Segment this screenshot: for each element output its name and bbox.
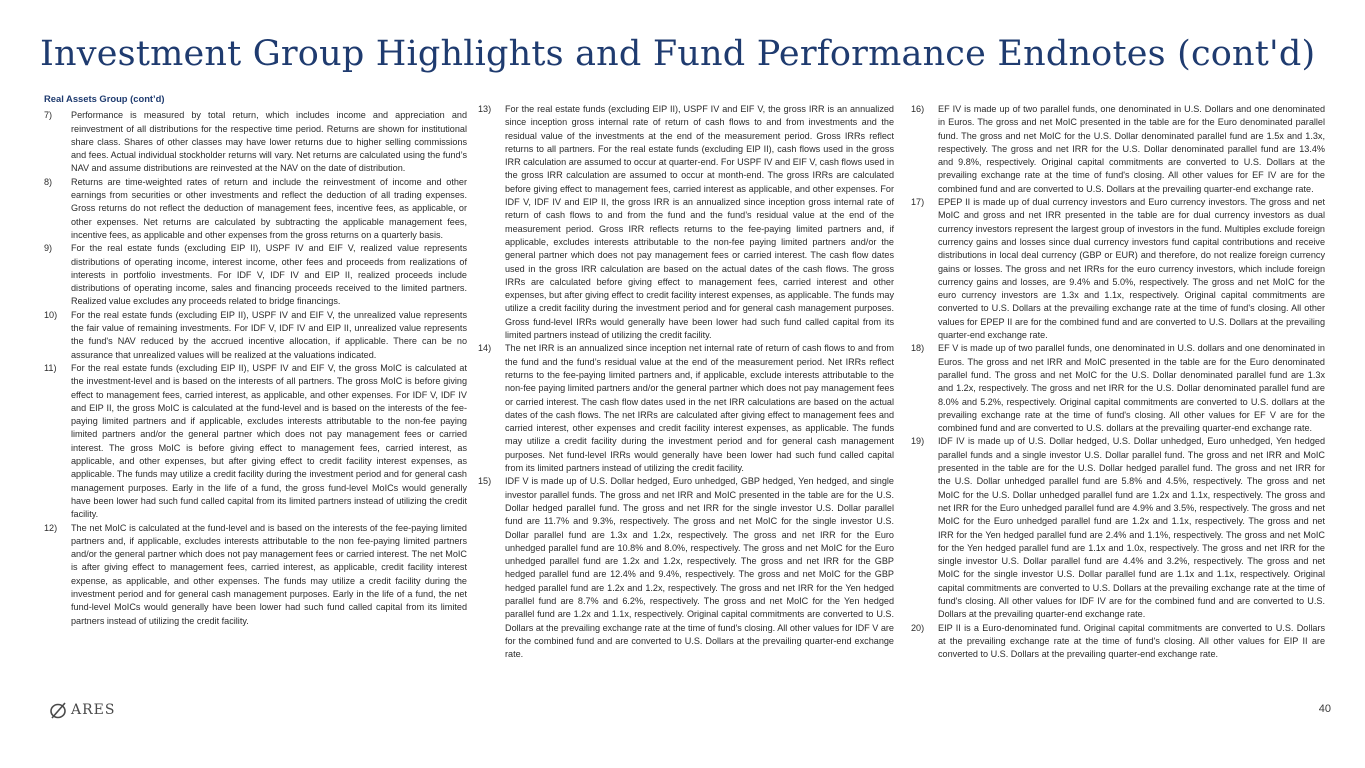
endnote-item [44,242,467,308]
endnote-item [44,309,467,362]
endnote-text: IDF V is made up of U.S. Dollar hedged, Euro unhedged, GBP hedged, Yen hedged, and single investor parallel funds. The gross and net IRR and MoIC presented in the table are for the U.S. Dollar hedged parallel fund. The gross and net IRR for the single investor U.S. Dollar parallel fund are 11.7% and 9.3%, respectively. The gross and net MoIC for the single investor U.S. Dollar parallel fund are 1.3x and 1.2x, respectively. The gross and net IRR for the Euro unhedged parallel fund are 10.8% and 8.0%, respectively. The gross and net MoIC for the Euro unhedged parallel fund are 1.2x and 1.2x, respectively. The gross and net IRR for the GBP hedged parallel fund are 12.4% and 9.4%, respectively. The gross and net MoIC for the GBP hedged parallel fund are 1.2x and 1.2x, respectively. The gross and net IRR for the Yen hedged parallel fund are 8.7% and 6.2%, respectively. The gross and net MoIC for the Yen hedged parallel fund are 1.2x and 1.1x, respectively. Original capital commitments are converted to U.S. Dollars at the prevailing exchange rate at the time of fund's closing. All other values for IDF V are for the combined fund and are converted to U.S. Dollars at the prevailing quarter-end exchange rate. [505,476,894,660]
endnote-number: 10) [44,309,58,320]
endnote-text: For the real estate funds (excluding EIP II), USPF IV and EIF V, realized value represents distributions of operating income, interest income, other fees and proceeds from realizations of interests in portfolio investments. For IDF V, IDF IV and EIP II, realized proceeds include distributions of operating income, sales and financing proceeds received to the limited partners. Realized value excludes any proceeds related to bridge financings. [71,243,467,307]
page-number: 40 [1318,703,1331,715]
endnote-text: For the real estate funds (excluding EIP II), USPF IV and EIF V, the unrealized value represents the fair value of remaining investments. For IDF V, IDF IV and EIP II, unrealized value represents the fund's NAV reduced by the accrued incentive allocation, if applicable. There can be no assurance that unrealized values will be realized at the valuations indicated. [71,309,467,360]
endnote-number: 16) [911,104,925,114]
endnotes-column-3 [911,103,1325,661]
endnote-text: EIP II is a Euro-denominated fund. Original capital commitments are converted to U.S. Dollars at the prevailing exchange rate at the time of fund's closing. All other values for EIP II are converted to U.S. Dollars at the prevailing quarter-end exchange rate. [938,622,1325,660]
endnote-item [478,475,894,661]
endnote-item [44,522,467,628]
endnote-item [44,362,467,522]
endnote-number: 8) [44,176,53,187]
endnote-text: EPEP II is made up of dual currency investors and Euro currency investors. The gross and net MoIC and gross and net IRR presented in the table are for dual currency investors as dual currency investors represent the largest group of investors in the fund. Multiples exclude foreign currency gains and losses since dual currency investors fund capital contributions and receive distributions in local deal currency (GBP or EUR) and therefore, do not realize foreign currency gains or losses. The gross and net IRRs for the euro currency investors, which include foreign currency gains and losses, are 9.4% and 5.0%, respectively. The gross and net MoIC for the euro currency investors are 1.3x and 1.1x, respectively. Original capital commitments are converted to U.S. Dollars at the prevailing exchange rate at the time of fund's closing. All other values for EPEP II are for the combined fund and are converted to U.S. Dollars at the prevailing quarter-end exchange rate. [938,197,1325,341]
endnote-number: 12) [44,522,58,533]
endnote-number: 20) [911,622,925,633]
endnote-text: Returns are time-weighted rates of return and include the reinvestment of income and other earnings from securities or other investments and reflect the deduction of all trading expenses. Gross returns do not reflect the deduction of management fees, incentive fees, as applicable, or other expenses. Net returns are calculated by subtracting the applicable management fees, incentive fees, as applicable and other expenses from the gross returns on a quarterly basis. [71,176,467,240]
endnote-text: Performance is measured by total return, which includes income and appreciation and reinvestment of all distributions for the respective time period. Returns are shown for institutional share class. Shares of other classes may have lower returns due to higher selling commissions and fees. Actual individual stockholder returns will vary. Net returns are calculated using the fund’s NAV and assume distributions are reinvested at the NAV on the date of distribution. [71,110,467,174]
endnote-number: 14) [478,343,492,354]
page-title: Investment Group Highlights and Fund Performance Endnotes (cont'd) [40,34,1316,74]
endnote-item [911,342,1325,435]
endnote-number: 17) [911,197,925,208]
logo-text: ARES [71,702,116,718]
endnote-text: The net MoIC is calculated at the fund-level and is based on the interests of the fee-paying limited partners and, if applicable, excludes interests attributable to the non fee-paying limited partners and/or the general partner which does not pay management fees or carried interest. The net MoIC is after giving effect to management fees, carried interest, as applicable, credit facility interest expense, as applicable, and other expenses. The funds may utilize a credit facility during the investment period and for general cash management purposes. Early in the life of a fund, the net fund-level MoICs would generally have been lower had such fund called capital from its limited partners instead of utilizing the credit facility. [71,522,467,626]
endnotes-list [44,109,467,628]
endnote-item [911,196,1325,342]
endnotes-column-1 [44,92,467,628]
endnote-number: 11) [44,362,57,373]
ares-logo-icon [48,700,68,720]
section-heading: Real Assets Group (cont’d) [44,93,165,104]
endnote-text: IDF IV is made up of U.S. Dollar hedged, U.S. Dollar unhedged, Euro unhedged, Yen hedged parallel funds and a single investor U.S. Dollar parallel fund. The gross and net IRR and MoIC presented in the table are for the U.S. Dollar hedged parallel fund. The gross and net IRR for the U.S. Dollar unhedged parallel fund are 5.8% and 4.5%, respectively. The gross and net MoIC for the U.S. Dollar unhedged parallel fund are 1.2x and 1.1x, respectively. The gross and net IRR for the Euro unhedged parallel fund are 4.9% and 3.5%, respectively. The gross and net MoIC for the Euro unhedged parallel fund are 1.2x and 1.1x, respectively. The gross and net IRR for the Yen hedged parallel fund are 2.4% and 1.1%, respectively. The gross and net MoIC for the Yen hedged parallel fund are 1.1x and 1.0x, respectively. The gross and net IRR for the single investor U.S. Dollar parallel fund are 4.4% and 3.2%, respectively. The gross and net MoIC for the single investor U.S. Dollar parallel fund are 1.1x and 1.1x, respectively. Original capital commitments are converted to U.S. Dollars at the prevailing exchange rate at the time of fund's closing. All other values for IDF IV are for the combined fund and are converted to U.S. Dollars at the prevailing quarter-end exchange rate. [938,436,1325,620]
endnote-number: 9) [44,243,53,254]
endnote-item [911,435,1325,621]
endnote-item [911,622,1325,662]
ares-logo [48,700,115,720]
endnote-item [44,176,467,242]
endnote-number: 15) [478,476,492,487]
endnote-item [478,103,894,342]
endnote-item [478,342,894,475]
endnote-text: For the real estate funds (excluding EIP II), USPF IV and EIF V, the gross MoIC is calculated at the investment-level and is based on the interests of all partners. The gross MoIC is before giving effect to management fees, carried interest, as applicable, and other expenses. For IDF V, IDF IV and EIP II, the gross MoIC is calculated at the fund-level and is based on the interests of the fee-paying limited partners and if applicable, excludes interests attributable to the non-fee paying limited partners and/or the general partner which does not pay management fees or carried interest. The gross MoIC is before giving effect to management fees, carried interest, as applicable, and other expenses, but after giving effect to credit facility interest expenses, as applicable. The funds may utilize a credit facility during the investment period and for general cash management purposes. Early in the life of a fund, the gross fund-level MoICs would generally have been lower had such fund called capital from its limited partners instead of utilizing the credit facility. [71,362,467,520]
endnotes-list [478,103,894,661]
endnote-number: 7) [44,110,53,121]
endnote-number: 19) [911,436,925,447]
endnote-item [44,109,467,175]
endnote-text: For the real estate funds (excluding EIP II), USPF IV and EIF V, the gross IRR is an annualized since inception gross internal rate of return of cash flows to and from investments and the residual value of the investments at the end of the measurement period. Gross IRRs reflect returns to all partners. For the real estate funds (excluding EIP II), cash flows used in the gross IRR calculation are assumed to occur at quarter-end. For USPF IV and EIF V, cash flows used in the gross IRR calculation are assumed to occur at month-end. The gross IRRs are calculated before giving effect to management fees, carried interest as applicable, and other expenses. For IDF V, IDF IV and EIP II, the gross IRR is an annualized since inception gross internal rate of return of cash flows to and from the fund and the fund’s residual value at the end of the measurement period. Gross IRR reflects returns to the fee-paying limited partners and, if applicable, excludes interests attributable to the non-fee paying limited partners and/or the general partner which does not pay management fees or carried interest. The cash flow dates used in the gross IRR calculation are based on the actual dates of the cash flows. The gross IRRs are calculated before giving effect to management fees, carried interest and other expenses, but after giving effect to credit facility interest expenses, as applicable. The funds may utilize a credit facility during the investment period and for general cash management purposes. Gross fund-level IRRs would generally have been lower had such fund called capital from its limited partners instead of utilizing the credit facility. [505,104,894,341]
endnotes-column-2 [478,103,894,661]
endnote-text: EF IV is made up of two parallel funds, one denominated in U.S. Dollars and one denominated in Euros. The gross and net MoIC presented in the table are for the Euro denominated parallel fund. The gross and net MoIC for the U.S. Dollar denominated parallel fund are 1.5x and 1.3x, respectively. The gross and net IRR for the U.S. Dollar denominated parallel fund are 13.4% and 9.8%, respectively. Original capital commitments are converted to U.S. Dollars at the prevailing exchange rate at the time of fund's closing. All other values for EF IV are for the combined fund and are converted to U.S. Dollars at the prevailing quarter-end exchange rate. [938,104,1325,194]
endnote-number: 13) [478,104,492,114]
endnote-item [911,103,1325,196]
endnote-number: 18) [911,343,925,354]
endnote-text: EF V is made up of two parallel funds, one denominated in U.S. dollars and one denominated in Euros. The gross and net IRR and MoIC presented in the table are for the Euro denominated parallel fund. The gross and net MoIC for the U.S. Dollar denominated parallel fund are 1.3x and 1.2x, respectively. The gross and net IRR for the U.S. Dollar denominated parallel fund are 8.0% and 5.2%, respectively. Original capital commitments are converted to U.S. dollars at the prevailing exchange rate at the time of fund's closing. All other values for EF V are for the combined fund and are converted to U.S. dollars at the prevailing quarter-end exchange rate. [938,343,1325,434]
endnotes-list [911,103,1325,661]
endnote-text: The net IRR is an annualized since inception net internal rate of return of cash flows to and from the fund and the fund’s residual value at the end of the measurement period. Net IRRs reflect returns to the fee-paying limited partners and, if applicable, exclude interests attributable to the non-fee paying limited partners and/or the general partner which does not pay management fees or carried interest. The cash flow dates used in the net IRR calculations are based on the actual dates of the cash flows. The net IRRs are calculated after giving effect to management fees and carried interest, other expenses and credit facility interest expenses, as applicable. The funds may utilize a credit facility during the investment period and for general cash management purposes. Net fund-level IRRs would generally have been lower had such fund called capital from its limited partners instead of utilizing the credit facility. [505,343,894,474]
